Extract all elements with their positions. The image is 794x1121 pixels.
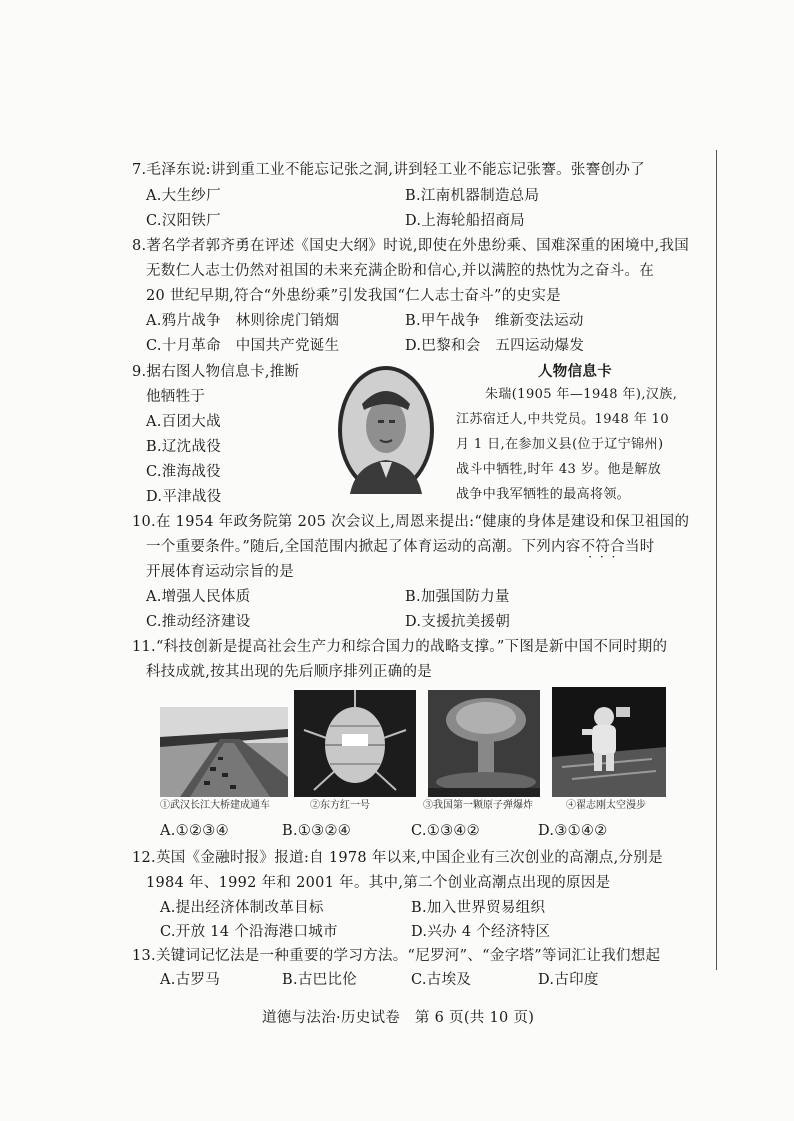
q8-stem-line2: 无数仁人志士仍然对祖国的未来充满企盼和信心,并以满腔的热忱为之奋斗。在 — [146, 263, 655, 279]
photo-dongfanghong-satellite — [294, 690, 416, 797]
q12-stem-line2: 1984 年、1992 年和 2001 年。其中,第二个创业高潮点出现的原因是 — [146, 875, 611, 891]
q10-stem-line2-part1: 一个重要条件。”随后,全国范围内掀起了体育运动的高潮。下列内容 — [146, 539, 581, 555]
q13-option-b: B.古巴比伦 — [282, 972, 358, 988]
q9-stem-line1: 9.据右图人物信息卡,推断 — [132, 364, 300, 380]
q12-option-a: A.提出经济体制改革目标 — [160, 900, 324, 916]
q7-option-a: A.大生纱厂 — [146, 188, 221, 204]
q8-stem-line3: 20 世纪早期,符合“外患纷乘”引发我国“仁人志士奋斗”的史实是 — [146, 288, 561, 304]
info-card-line5: 战争中我军牺牲的最高将领。 — [456, 487, 631, 502]
q8-option-b: B.甲午战争 维新变法运动 — [405, 313, 584, 329]
q11-option-d: D.③①④② — [538, 823, 608, 839]
q7-option-d: D.上海轮船招商局 — [405, 213, 525, 229]
q10-stem-line2-part3: 当时 — [624, 539, 655, 555]
q9-option-c: C.淮海战役 — [146, 464, 221, 480]
q10-option-a: A.增强人民体质 — [146, 589, 251, 605]
q8-option-a: A.鸦片战争 林则徐虎门销烟 — [146, 313, 340, 329]
photo-caption-4: ④翟志刚太空漫步 — [566, 800, 646, 811]
q10-stem-line1: 10.在 1954 年政务院第 205 次会议上,周恩来提出:“健康的身体是建设和保卫祖国的 — [132, 514, 690, 530]
q13-option-d: D.古印度 — [538, 972, 599, 988]
photo-caption-2: ②东方红一号 — [310, 800, 370, 811]
q9-option-a: A.百团大战 — [146, 414, 221, 430]
q9-option-b: B.辽沈战役 — [146, 439, 222, 455]
photo-wuhan-bridge — [160, 707, 288, 797]
q12-option-b: B.加入世界贸易组织 — [411, 900, 546, 916]
q12-stem-line1: 12.英国《金融时报》报道:自 1978 年以来,中国企业有三次创业的高潮点,分别是 — [132, 850, 663, 866]
q11-option-a: A.①②③④ — [160, 823, 229, 839]
photo-spacewalk — [552, 687, 666, 797]
q10-stem-line3: 开展体育运动宗旨的是 — [146, 564, 294, 580]
q8-option-d: D.巴黎和会 五四运动爆发 — [405, 338, 585, 354]
q7-option-b: B.江南机器制造总局 — [405, 188, 540, 204]
q8-option-c: C.十月革命 中国共产党诞生 — [146, 338, 340, 354]
q13-option-c: C.古埃及 — [411, 972, 472, 988]
portrait-photo — [336, 364, 436, 496]
scan-right-edge — [716, 150, 717, 970]
info-card-line4: 战斗中牺牲,时年 43 岁。他是解放 — [456, 462, 662, 477]
q12-option-d: D.兴办 4 个经济特区 — [411, 924, 551, 940]
info-card-title: 人物信息卡 — [538, 363, 612, 380]
info-card-line3: 月 1 日,在参加义县(位于辽宁锦州) — [456, 437, 664, 452]
q9-option-d: D.平津战役 — [146, 489, 222, 505]
q10-option-b: B.加强国防力量 — [405, 589, 510, 605]
q11-stem-line1: 11.“科技创新是提高社会生产力和综合国力的战略支撑。”下图是新中国不同时期的 — [132, 639, 668, 655]
q10-stem-line2 — [146, 537, 655, 557]
q10-option-c: C.推动经济建设 — [146, 614, 251, 630]
photo-caption-3: ③我国第一颗原子弹爆炸 — [423, 800, 533, 811]
q9-stem-line2: 他牺牲于 — [146, 389, 206, 405]
photo-atomic-bomb — [428, 690, 540, 797]
q10-option-d: D.支援抗美援朝 — [405, 614, 511, 630]
q13-option-a: A.古罗马 — [160, 972, 221, 988]
q12-option-c: C.开放 14 个沿海港口城市 — [160, 924, 338, 940]
q11-option-b: B.①③②④ — [282, 823, 352, 839]
q7-stem: 7.毛泽东说:讲到重工业不能忘记张之洞,讲到轻工业不能忘记张謇。张謇创办了 — [132, 162, 645, 178]
q8-stem-line1: 8.著名学者郭齐勇在评述《国史大纲》时说,即使在外患纷乘、国难深重的困境中,我国 — [132, 238, 690, 254]
q7-option-c: C.汉阳铁厂 — [146, 213, 221, 229]
info-card-line1: 朱瑞(1905 年—1948 年),汉族, — [485, 387, 678, 402]
q13-stem: 13.关键词记忆法是一种重要的学习方法。“尼罗河”、“金字塔”等词汇让我们想起 — [132, 948, 661, 964]
info-card-line2: 江苏宿迁人,中共党员。1948 年 10 — [456, 412, 670, 427]
photo-caption-1: ①武汉长江大桥建成通车 — [160, 800, 270, 811]
emphasis-not-match: 不符合 · · · — [581, 537, 625, 557]
page-footer: 道德与法治·历史试卷 第 6 页(共 10 页) — [262, 1010, 535, 1026]
q11-stem-line2: 科技成就,按其出现的先后顺序排列正确的是 — [146, 664, 433, 680]
q11-option-c: C.①③④② — [411, 823, 480, 839]
